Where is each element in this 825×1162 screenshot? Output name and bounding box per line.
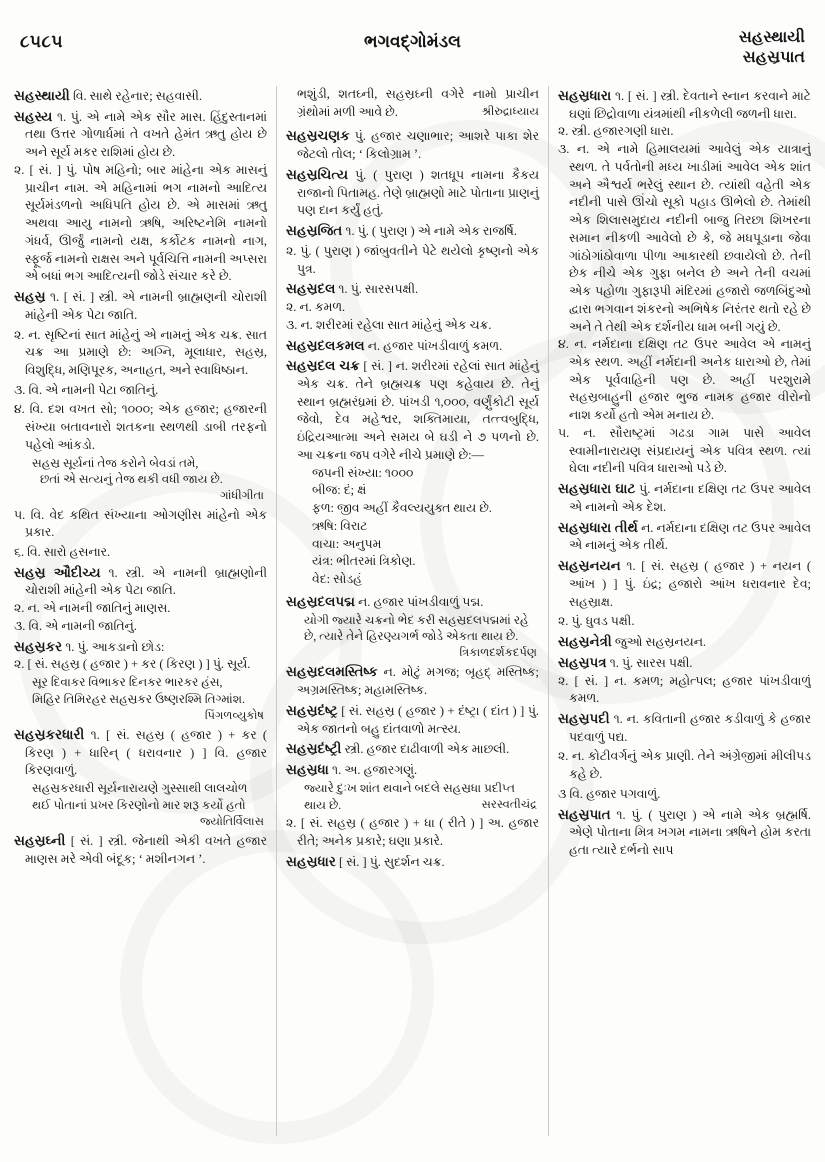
guide-word-last: સહસ્રપાત bbox=[742, 49, 805, 66]
cross-reference-text: જુઓ સહસ્રનયન. bbox=[611, 635, 707, 650]
definition-text: ૧. [ સં. ] સ્ત્રી. એ નામની બ્રાહ્મણની ચોરાશી માંહેની એક પેટા જાતિ. bbox=[25, 290, 267, 322]
dictionary-entry bbox=[286, 356, 539, 589]
definition-text: ૧. પું. સારસ પક્ષી. bbox=[606, 655, 693, 670]
definition-text: ન. હજાર પાંખડીવાળું પદ્મ. bbox=[354, 594, 484, 609]
quotation-citation: ત્રિકાળદર્શકદર્પણ bbox=[459, 646, 537, 660]
headword: સહસ્રદલકમલ bbox=[286, 337, 365, 353]
entry-line bbox=[286, 279, 539, 299]
entry-line bbox=[558, 709, 811, 746]
text-column-3 bbox=[549, 86, 811, 1136]
definition-text: ૧. પું. સારસપક્ષી. bbox=[335, 282, 419, 297]
attribute-item: વેદ: સોડહં bbox=[312, 572, 362, 587]
continued-entry bbox=[286, 86, 539, 121]
entry-line bbox=[558, 556, 811, 611]
definition-text: ૧. ન. કવિતાની હજાર કડીવાળું કે હજાર પદવાળું પદ્ય. bbox=[569, 711, 811, 744]
quotation-prose bbox=[286, 612, 539, 660]
entry-line bbox=[558, 86, 811, 123]
entry-line bbox=[558, 632, 811, 652]
dictionary-entry bbox=[558, 556, 811, 631]
dictionary-entry bbox=[14, 637, 267, 724]
book-title: ભગવદ્ગોમંડલ bbox=[364, 32, 461, 51]
dictionary-entry bbox=[14, 831, 267, 868]
definition-text: ન. મોટું મગજ; બૃહદ્ મસ્તિષ્ક; અગ્રમસ્તિષ્ક; મહામસ્તિષ્ક. bbox=[297, 665, 539, 698]
attribute-item: જપની સંખ્યા: ૧૦૦૦ bbox=[312, 465, 414, 480]
headword: સહસ્રચિત્ય bbox=[286, 166, 349, 182]
dictionary-entry bbox=[558, 479, 811, 516]
attribute-list bbox=[286, 465, 539, 589]
definition-text: ૧. પું. ( પુરાણ ) એ નામે એક રાજર્ષિ. bbox=[342, 224, 517, 239]
entry-line bbox=[558, 518, 811, 555]
entry-line bbox=[286, 662, 539, 699]
dictionary-entry bbox=[286, 662, 539, 699]
quotation-citation: પિંગળવ્યુકોષ bbox=[204, 708, 264, 722]
dictionary-entry bbox=[286, 221, 539, 278]
headword: સહસ્રધારા ઘાટ bbox=[558, 481, 636, 497]
entry-line bbox=[14, 831, 267, 868]
dictionary-entry bbox=[286, 739, 539, 759]
definition-text: [ સં. સહસ્ર ( હજાર ) + દંષ્ટ્રા ( દાંત ) ] પું. એક જાતનો બહુ દાંતવાળો મત્સ્ય. bbox=[297, 703, 539, 736]
headword: સહસ્રપત્ર bbox=[558, 654, 607, 670]
sense-line: ૨. પું. ( પુરાણ ) જાંબુવતીને પેટે થયેલો કૃષ્ણનો એક પુત્ર. bbox=[286, 243, 539, 276]
entry-line bbox=[286, 739, 539, 759]
quotation-citation: ગાંધીગીતા bbox=[220, 489, 264, 503]
definition-text: પું. ( પુરાણ ) શતધૂપ નામના કૈકય રાજાનો પિતામહ. તેણે બ્રાહ્મણો માટે પોતાના પ્રાણનું પણ દાન કર્યું હતું. bbox=[297, 167, 539, 218]
attribute-item: યંત્ર: ભીતરમાં ત્રિકોણ. bbox=[312, 554, 416, 569]
headword: સહસ્રકરધારી bbox=[14, 726, 85, 742]
quotation-text: યોગી જ્યારે ચક્રનો ભેદ કરી સહસ્રદલપદ્મમાં રહે છે, ત્યારે તેને હિરણ્યગર્ભ જોડે એકતા થાય છે. bbox=[304, 612, 529, 644]
continuation-body: ભશુંડી, શતઘ્ની, સહસ્રઘ્ની વગેરે નામો પ્રાચીન ગ્રંથોમાં મળી આવે છે. bbox=[297, 87, 539, 119]
sense-line: ૨. ન. કોટીવર્ગનું એક પ્રાણી. તેને અંગ્રેજીમાં મીલીપડ કહે છે. bbox=[558, 749, 811, 782]
headword: સહસ્રનયન bbox=[558, 558, 621, 574]
definition-text: ૧. પું. આકડાનો છોડ: bbox=[62, 639, 165, 654]
column-container bbox=[14, 86, 811, 1136]
dictionary-entry bbox=[286, 165, 539, 220]
attribute-item: બીજ: દં; ક્ષં bbox=[312, 483, 367, 498]
sense-line: ૪. ન. નર્મદાના દક્ષિણ તટ ઉપર આવેલ એ નામનું એક સ્થળ. અહીં નર્મદાની અનેક ધારાઓ છે, તેમાં એક પૂર્વવાહિની પણ છે. અહીં પરશુરામે સહસ્રબાહુની હજાર ભુજ નામક હજાર વીરોનો નાશ કર્યો હતો એમ મનાય છે. bbox=[558, 337, 811, 423]
entry-line bbox=[286, 221, 539, 241]
definition-text: ૧. પું. ( પુરાણ ) એ નામે એક બ્રહ્મર્ષિ. એણે પોતાના મિત્ર ખગમ નામના ઋષિને હોમ કરતા હતા ત્યારે દર્ભનો સાપ bbox=[569, 807, 811, 858]
entry-line bbox=[286, 165, 539, 220]
verse-line-1: સૂર દિવાકર વિભાકર દિનકર ભારકર હંસ, bbox=[32, 675, 223, 690]
sense-line: ૨. ન. સૃષ્ટિનાં સાત માંહેનું એ નામનું એક ચક્ર. સાત ચક્ર આ પ્રમાણે છે: અગ્નિ, મૂલાધાર, સહસ્ર, વિશુદ્ધિ, મણિપૂરક, અનાહત, અને સ્વાધિષ્ઠાન. bbox=[14, 327, 267, 378]
attribute-item: વાચા: અનુપમ bbox=[312, 536, 382, 551]
quotation-citation: જ્યોતિર્વિલાસ bbox=[199, 814, 264, 828]
entry-line bbox=[14, 637, 267, 657]
quotation-verse bbox=[14, 455, 267, 505]
entry-line bbox=[558, 653, 811, 673]
definition-text: ન. હજાર પાંખડીવાળું કમળ. bbox=[364, 338, 503, 353]
headword: સહસ્ર ઔદીચ્ય bbox=[14, 564, 101, 580]
verse-line-1: સહસ્રકરધારી સૂર્યનારાયણે ગુસ્સાથી લાલચોળ bbox=[32, 781, 248, 796]
dictionary-entry bbox=[14, 725, 267, 830]
entry-line bbox=[286, 126, 539, 163]
entry-line bbox=[14, 86, 267, 106]
headword: સહસ્રકર bbox=[14, 638, 63, 654]
entry-line bbox=[14, 107, 267, 162]
headword: સહસ્થાયી bbox=[14, 88, 70, 103]
entry-line bbox=[14, 287, 267, 324]
headword: સહસ્ય bbox=[14, 108, 53, 124]
definition-text: પું. નર્મદાના દક્ષિણ તટ ઉપર આવેલ એ નામનો એક દેશ. bbox=[569, 482, 811, 514]
definition-text: ૧. સ્ત્રી. એ નામની બ્રાહ્મણોની ચોરાશી માંહેની એક પેટા જાતિ. bbox=[25, 565, 267, 598]
verse-line-1: સહસ્ર સૂર્યનાં તેજ કરોને બેવડાં તમે, bbox=[32, 455, 199, 470]
sense-line: ૩. ન. શરીરમાં રહેલા સાત માંહેનું એક ચક્ર. bbox=[286, 317, 492, 332]
dictionary-entry bbox=[558, 518, 811, 555]
quotation-citation: સરસ્વતીચંદ્ર bbox=[481, 797, 537, 811]
definition-text: ન. નર્મદાના દક્ષિણ તટ ઉપર આવેલ એ નામનું એક તીર્થ. bbox=[569, 520, 811, 553]
sense-line: ૪. વિ. દશ વખત સો; ૧૦૦૦; એક હજાર; હજારની સંખ્યા બતાવનારો શતકના સ્થળથી ડાબી તરફનો પહેલો આંકડો. bbox=[14, 402, 267, 452]
sense-line: ૬. વિ. સારો હસનાર. bbox=[14, 544, 111, 559]
headword: સહસ્રઘ્ની bbox=[14, 832, 66, 848]
dictionary-entry bbox=[286, 126, 539, 163]
verse-line-2: થઈ પોતાનાં પ્રખર કિરણોનો માર શરૂ કર્યો હતો bbox=[32, 797, 246, 812]
guide-words bbox=[635, 28, 805, 68]
definition-text: [ સં. ] પું. સુદર્શન ચક્ર. bbox=[335, 854, 445, 869]
dictionary-entry bbox=[558, 632, 811, 652]
dictionary-entry bbox=[558, 653, 811, 708]
entry-line bbox=[14, 563, 267, 600]
quotation-citation: શ્રીરુદ્રાધ્યાય bbox=[481, 104, 539, 118]
definition-text: [ સં. ] ન. શરીરમાં રહેલાં સાત માંહેનું એક ચક્ર. તેને બ્રહ્મચક્ર પણ કહેવાય છે. તેનું સ્થાન બ્રહ્મરંધ્રમાં છે. પાંખડી ૧,૦૦૦, વર્ણુંકોટી સૂર્ય જેવો, દેવ મહેશ્વર, શક્તિમાયા, તત્ત્વબુદ્ધિ, ઇંદ્રિયઆત્મા અને સમય બે ઘડી ને ૭ પળનો છે. આ ચક્રના જપ વગેરે નીચે પ્રમાણે છે:— bbox=[297, 359, 539, 462]
dictionary-entry bbox=[286, 701, 539, 738]
entry-line bbox=[14, 725, 267, 780]
dictionary-entry bbox=[286, 279, 539, 334]
sense-line: ૩. ન. એ નામે હિમાલયમાં આવેલું એક યાત્રાનું સ્થળ. તે પર્વતોની મધ્ય ખાડીમાં આવેલ એક શાંત અને ઐશ્વર્ય ભરેલું સ્થાન છે. ત્યાંથી વહેતી એક નદીની પાસે ઊંચો સૂકો પહાડ ઊભેલો છે. તેમાંથી એક શિલાસમુદાય નદીની બાજુ તિરછા શિખરના સમાન નીકળી આવેલો છે કે, જે મધપૂડાના જેવા ગાંઠોગાંઠોવાળા પીળા આકારથી છવાયેલો છે. તેની છેક નીચે એક ગુફા બનેલ છે અને તેની વચમાં એક પહોળા ગુફારૂપી મંદિરમાં હજારો જળબિંદુઓ દ્વારા ભગવાન શંકરનો અભિષેક નિરંતર થતો રહે છે અને તે તેથી એક દર્શનીય ધામ બની ગયું છે. bbox=[558, 142, 811, 334]
entry-line bbox=[286, 336, 539, 356]
dictionary-entry bbox=[558, 805, 811, 860]
definition-text: ૧. અ. હજારગણું. bbox=[328, 763, 418, 778]
sense-line: ૨. [ સં. સહસ્ર ( હજાર ) + કર ( કિરણ ) ] પું. સૂર્ય. bbox=[14, 657, 251, 672]
definition-text: વિ. સાથે રહેનાર; સહવાસી. bbox=[69, 89, 203, 103]
entry-line bbox=[558, 479, 811, 516]
entry-line bbox=[286, 701, 539, 738]
quotation-verse bbox=[14, 780, 267, 830]
headword: સહસ્રદલપદ્મ bbox=[286, 593, 355, 609]
dictionary-entry bbox=[286, 336, 539, 356]
headword: સહસ્રપદી bbox=[558, 710, 610, 726]
headword: સહસ્રધારા bbox=[558, 88, 612, 103]
sense-line: ૫. વિ. વેદ કથિત સંખ્યાના ઓગણીસ માંહેનો એક પ્રકાર. bbox=[14, 507, 267, 540]
headword: સહસ્રજિત bbox=[286, 223, 343, 239]
quotation-verse bbox=[14, 674, 267, 724]
text-column-2 bbox=[276, 86, 549, 1136]
definition-text: ૧. [ સં. સહસ્ર ( હજાર ) + નયન ( આંખ ) ] પું. ઇંદ્ર; હજારો આંખ ધરાવનાર દેવ; સહસ્રાક્ષ. bbox=[569, 559, 811, 609]
dictionary-entry bbox=[286, 592, 539, 662]
sense-line: ૨. પું. ધુવડ પક્ષી. bbox=[558, 614, 635, 629]
entry-line bbox=[286, 760, 539, 780]
dictionary-entry bbox=[14, 86, 267, 106]
running-head bbox=[14, 28, 811, 84]
sense-line: ૩ વિ. હજાર પગવાળું. bbox=[558, 786, 661, 801]
sense-line: ૫. ન. સૌરાષ્ટ્રમાં ગઢડા ગામ પાસે આવેલ સ્વામીનારાયણ સંપ્રદાયનું એક પવિત્ર સ્થળ. ત્યાં ઘેલા નદીની પવિત્ર ધારાઓ પડે છે. bbox=[558, 425, 811, 476]
attribute-item: ઋષિ: વિરાટ bbox=[312, 518, 368, 533]
definition-text: ૧. [ સં. ] સ્ત્રી. દેવતાને સ્નાન કરવાને માટે ઘણાં છિદ્રોવાળા યંત્રમાંથી નીકળેલી જળની ધારા. bbox=[569, 89, 811, 121]
entry-line bbox=[286, 592, 539, 612]
headword: સહસ્રધારા તીર્થ bbox=[558, 519, 638, 535]
dictionary-entry bbox=[14, 287, 267, 562]
headword: સહસ્ર bbox=[14, 289, 46, 305]
sense-line: ૨. [ સં. ] પું. પોષ મહિનો; બાર માંહેના એક માસનું પ્રાચીન નામ. એ મહિનામાં ભગ નામનો આદિત્ય સૂર્યમંડળનો અધિપતિ હોય છે. એ માસમાં ઋતુ અથવા આયુ નામનો ઋષિ, અરિષ્ટનેમિ નામનો ગંધર્વ, ઊર્જું નામનો યક્ષ, કર્કોટક નામનો નાગ, સ્ફૂર્જ નામનો રાક્ષસ અને પૂર્વચિત્તિ નામની અપ્સરા એ બધાં ભગ આદિત્યની જોડે સંચાર કરે છે. bbox=[14, 162, 267, 284]
definition-text: પું. હજાર ચણાભાર; આશરે પાકા શેર જેટલો તોલ; ‘ કિલોગ્રામ ’. bbox=[297, 129, 539, 162]
definition-text: ૧. પું. એ નામે એક સૌર માસ. હિંદુસ્તાનમાં તથા ઉત્તર ગોળાર્ધમાં તે વખતે હેમંત ઋતુ હોય છે અને સૂર્ય મકર રાશિમાં હોય છે. bbox=[25, 109, 267, 160]
headword: સહસ્રદલ bbox=[286, 281, 336, 297]
headword: સહસ્રચણક bbox=[286, 128, 350, 144]
dictionary-entry bbox=[558, 709, 811, 804]
definition-text: [ સં. ] સ્ત્રી. જેનાથી એકી વખતે હજાર માણસ મરે એવી બંદૂક; ‘ મશીનગન ’. bbox=[25, 833, 267, 866]
entry-line bbox=[286, 356, 539, 464]
headword: સહસ્રદલ ચક્ર bbox=[286, 358, 360, 374]
sense-line: ૩. વિ. એ નામની જાતિનું. bbox=[14, 618, 137, 633]
entry-line bbox=[286, 852, 539, 872]
headword: સહસ્રદંષ્ટ્ર bbox=[286, 702, 338, 718]
page-folio-number: ૮૫૮૫ bbox=[20, 32, 64, 51]
guide-word-first: સહસ્થાયી bbox=[738, 29, 805, 46]
attribute-item: ફળ: જીવ અહીં કૈવલ્યયુક્ત થાય છે. bbox=[312, 501, 492, 516]
headword: સહસ્રધા bbox=[286, 762, 329, 778]
headword: સહસ્રપાત bbox=[558, 806, 611, 822]
headword: સહસ્રનેત્રી bbox=[558, 634, 612, 650]
headword: સહસ્રદંષ્ટ્રી bbox=[286, 741, 342, 757]
sense-line: ૨. સ્ત્રી. હજારગણી ધારા. bbox=[558, 124, 674, 139]
sense-line: ૨. [ સં. સહસ્ર ( હજાર ) + ધા ( રીતે ) ] અ. હજાર રીતે; અનેક પ્રકારે; ઘણા પ્રકારે. bbox=[286, 816, 539, 849]
quotation-text: જ્યારે દુઃખ શાંત થવાને બદલે સહસ્રધા પ્રદીપ્ત થાય છે. bbox=[304, 780, 515, 812]
entry-line bbox=[558, 805, 811, 860]
dictionary-entry bbox=[14, 563, 267, 636]
sense-line: ૨. ન. કમળ. bbox=[286, 300, 346, 315]
definition-text: ૧. [ સં. સહસ્ર ( હજાર ) + કર ( કિરણ ) + ધારિન્ ( ધરાવનાર ) ] વિ. હજાર કિરણવાળું. bbox=[25, 727, 267, 778]
dictionary-entry bbox=[558, 86, 811, 478]
sense-line: ૩. વિ. એ નામની પેટા જાતિનું. bbox=[14, 382, 159, 397]
headword: સહસ્રદલમસ્તિષ્ક bbox=[286, 664, 378, 680]
verse-line-2: છતાં એ સત્યનું તેજ થકી વધી જાય છે. bbox=[40, 472, 223, 487]
quotation-prose bbox=[286, 780, 539, 814]
sense-line: ૨. ન. એ નામની જાતિનું માણસ. bbox=[14, 601, 171, 616]
dictionary-entry bbox=[286, 852, 539, 872]
sense-line: ૨. [ સં. ] ન. કમળ; મહોત્પલ; હજાર પાંખડીવાળું કમળ. bbox=[558, 673, 811, 706]
continuation-text bbox=[286, 86, 539, 121]
dictionary-entry bbox=[14, 107, 267, 286]
definition-text: સ્ત્રી. હજાર દાઢીવાળી એક માછલી. bbox=[341, 742, 510, 757]
dictionary-entry bbox=[286, 760, 539, 851]
text-column-1 bbox=[14, 86, 276, 1136]
headword: સહસ્રધાર bbox=[286, 853, 336, 869]
verse-line-2: મિહિર તિમિરહર સહસ્રકર ઉષ્ણરશ્મિ તિગ્માંશ. bbox=[32, 691, 246, 706]
